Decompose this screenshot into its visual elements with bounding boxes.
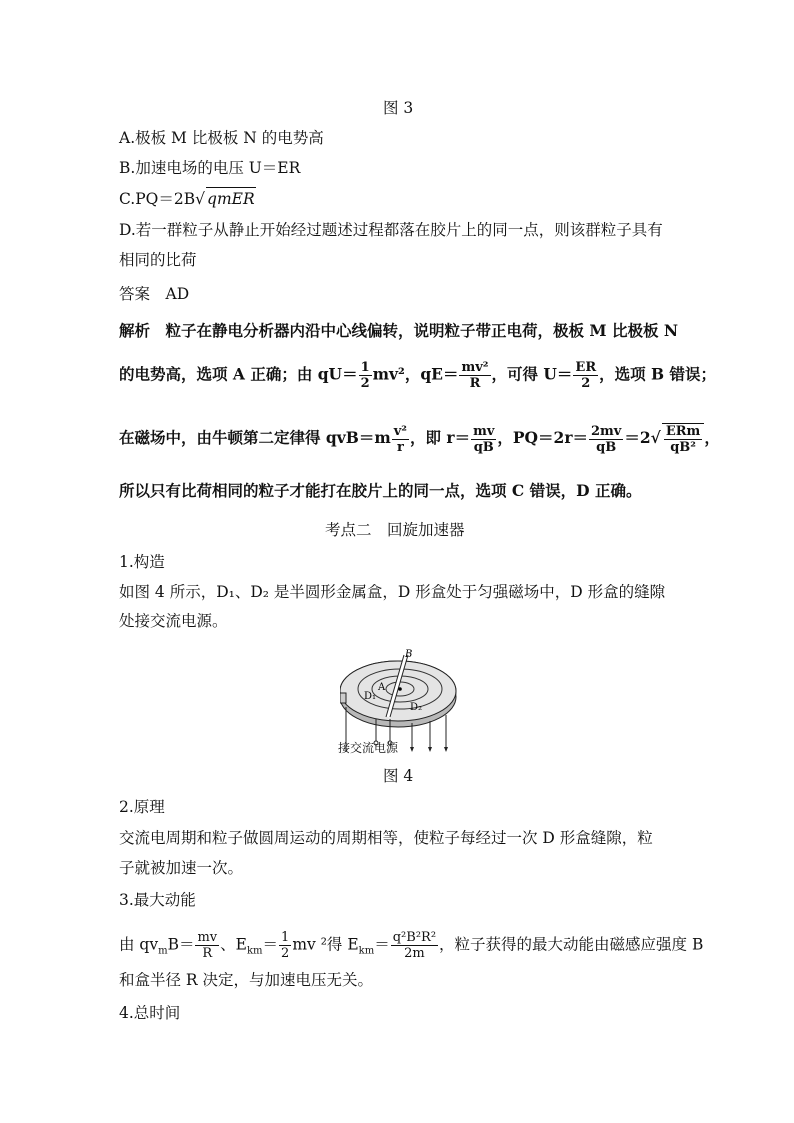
fraction-numerator: ERm [665,424,701,439]
option-b: B.加速电场的电压 U＝ER [119,159,301,177]
fraction [589,424,623,455]
answer-label: 答案 [119,285,151,303]
s3-text-e: mv ²得 E [292,935,359,954]
fraction [573,360,598,391]
fraction-denominator: qB [473,439,494,455]
section-4-heading: 4.总时间 [119,1004,181,1022]
analysis-line2 [119,360,716,391]
analysis-text1: 粒子在静电分析器内沿中心线偏转，说明粒子带正电荷，极板 M 比极板 N [165,321,679,340]
fraction-denominator: 2 [281,946,290,961]
fraction-numerator: ER [575,360,597,375]
analysis-label: 解析 [119,321,151,340]
label-b: B [405,649,413,660]
fraction [459,360,490,391]
fraction [471,424,496,455]
fraction-denominator: qB² [670,440,696,455]
arrow-down-icon [428,747,432,752]
s3-text-a: 由 qv [119,935,159,954]
section-2-text1: 交流电周期和粒子做圆周运动的周期相等，使粒子每经过一次 D 形盒缝隙，粒 [119,829,653,847]
analysis-text3b: ，即 r＝ [410,428,471,447]
answer-value: AD [165,285,190,303]
analysis-line1 [119,320,678,342]
sqrt-sign: √ [650,428,661,447]
left-tab [340,693,346,703]
fraction-denominator: r [396,439,404,455]
analysis-text3a: 在磁场中，由牛顿第二定律得 qvB＝m [119,428,391,447]
section-2-heading: 2.原理 [119,798,165,816]
analysis-text2b: mv²，qE＝ [372,364,459,384]
fraction-denominator: 2 [581,376,591,391]
figure-4-caption: 图 4 [383,767,414,785]
fraction [664,424,702,455]
label-d1: D₁ [364,691,377,702]
section-1-text2: 处接交流电源。 [119,612,228,630]
analysis-text2d: ，选项 B 错误； [599,364,717,384]
fraction-numerator: v² [393,423,407,439]
fraction [279,930,291,961]
section-3-heading: 3.最大动能 [119,891,196,909]
fraction-numerator: 2mv [591,423,622,439]
analysis-text2a: 的电势高，选项 A 正确；由 qU＝ [119,364,358,384]
option-c-radicand: qmER [206,187,256,210]
s3-text-b: B＝ [167,935,195,954]
section-3-text1 [119,930,703,963]
arrow-down-icon [444,747,448,752]
label-a: A [378,682,386,693]
source-dot [398,687,402,691]
answer-line [119,283,189,305]
option-c [119,187,256,210]
fraction [391,930,438,961]
s3-text-d: ＝ [262,935,279,954]
section-2-text2: 子就被加速一次。 [119,859,244,877]
fraction-denominator: qB [596,439,617,455]
subscript: m [158,945,168,957]
fraction-numerator: mv² [461,360,489,375]
analysis-text3c: ，PQ＝2r＝ [497,428,588,447]
subscript: km [358,945,375,957]
fraction-denominator: 2m [404,946,425,961]
fraction-numerator: mv [197,930,218,945]
sqrt-sign: √ [195,190,206,208]
s3-text-g: ，粒子获得的最大动能由磁感应强度 B [439,935,704,954]
s3-text-f: ＝ [374,935,390,954]
analysis-line3 [119,423,720,455]
option-d-line2: 相同的比荷 [119,251,197,269]
subscript: km [246,945,263,957]
option-a: A.极板 M 比极板 N 的电势高 [119,129,324,147]
fraction [392,424,409,455]
option-d-line1: D.若一群粒子从静止开始经过题述过程都落在胶片上的同一点，则该群粒子具有 [119,221,663,239]
s3-text-c: 、E [220,935,247,954]
fraction-denominator: R [202,946,213,961]
section-title: 考点二 回旋加速器 [325,521,465,539]
section-1-text1: 如图 4 所示，D₁、D₂ 是半圆形金属盒，D 形盒处于匀强磁场中，D 形盒的缝隙 [119,583,666,601]
sqrt-body [662,423,704,455]
fraction-numerator: 1 [281,930,290,945]
fraction-denominator: R [469,376,481,391]
fraction-numerator: q²B²R² [392,930,437,945]
figure-3-caption: 图 3 [383,99,414,117]
fraction-numerator: 1 [360,360,370,375]
fraction [359,360,372,391]
analysis-text3d: ＝2 [624,428,651,447]
arrow-down-icon [410,747,414,752]
analysis-line4: 所以只有比荷相同的粒子才能打在胶片上的同一点，选项 C 错误，D 正确。 [119,481,642,500]
section-1-heading: 1.构造 [119,553,165,571]
section-3-text2: 和盒半径 R 决定，与加速电压无关。 [119,971,374,989]
fraction-denominator: 2 [360,376,370,391]
analysis-text2c: ，可得 U＝ [491,364,573,384]
option-c-text: C.PQ＝2B [119,190,196,208]
fraction [195,930,219,961]
diagram-caption-ac-source: 接交流电源 [338,741,399,755]
fraction-numerator: mv [473,423,495,439]
label-d2: D₂ [410,702,423,713]
analysis-text3e: ， [704,428,720,447]
